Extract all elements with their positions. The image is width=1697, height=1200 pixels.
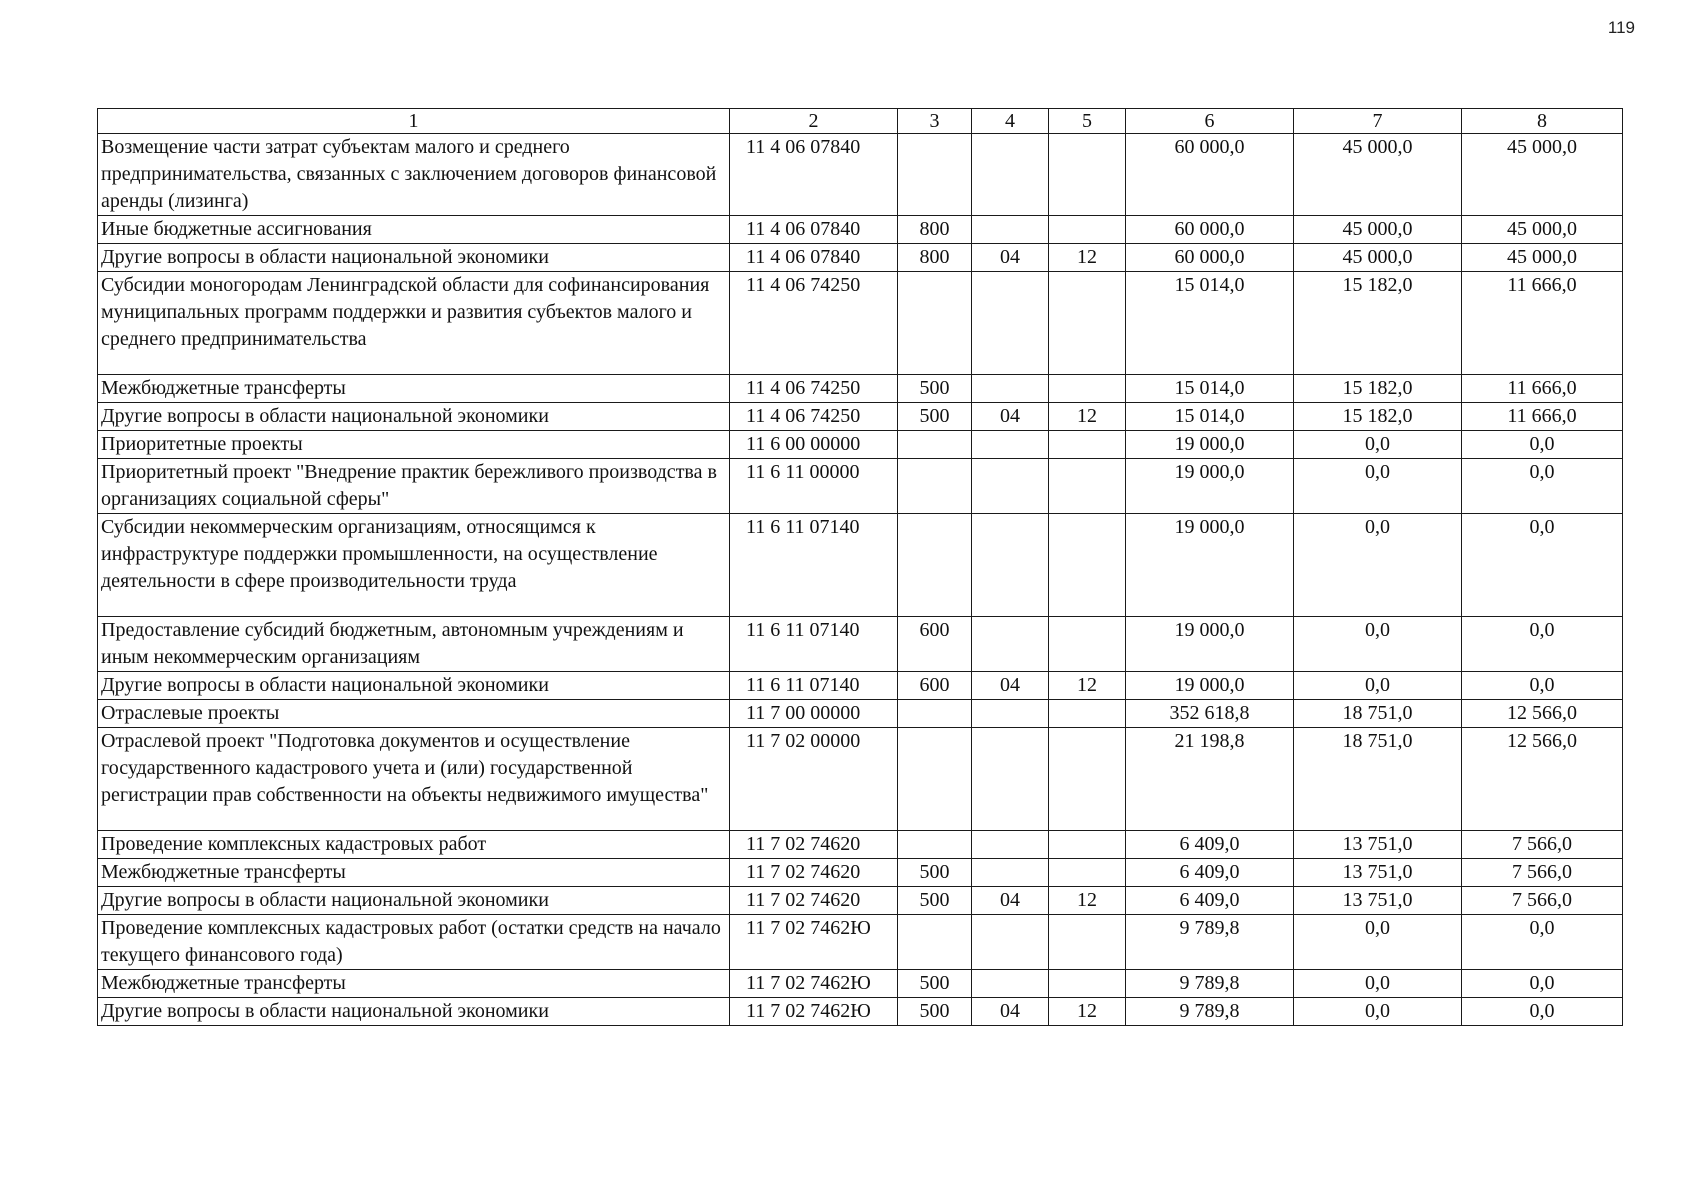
table-header-row [98,109,1623,134]
row-rz-cell [972,915,1049,970]
row-name-cell: Другие вопросы в области национальной экономики [98,998,730,1026]
row-pr-cell [1049,216,1126,244]
row-amount-1-cell: 9 789,8 [1126,970,1294,998]
table-row [98,700,1623,728]
row-name-cell: Другие вопросы в области национальной экономики [98,244,730,272]
row-vr-cell: 500 [898,998,972,1026]
row-name-cell: Субсидии некоммерческим организациям, относящимся к инфраструктуре поддержки промышленности, на осуществление деятельности в сфере производительности труда [98,514,730,617]
table-row [98,617,1623,672]
row-name-cell: Межбюджетные трансферты [98,859,730,887]
row-pr-cell: 12 [1049,887,1126,915]
row-code-cell: 11 4 06 74250 [730,403,898,431]
row-amount-3-cell: 0,0 [1462,970,1623,998]
row-amount-1-cell: 9 789,8 [1126,998,1294,1026]
row-vr-cell [898,915,972,970]
row-rz-cell [972,617,1049,672]
row-amount-3-cell: 12 566,0 [1462,700,1623,728]
table-row [98,887,1623,915]
table-row [98,403,1623,431]
table-row [98,728,1623,831]
row-rz-cell [972,375,1049,403]
row-pr-cell [1049,915,1126,970]
row-vr-cell [898,459,972,514]
row-vr-cell: 500 [898,403,972,431]
row-rz-cell: 04 [972,998,1049,1026]
header-cell: 3 [898,109,972,134]
row-pr-cell [1049,459,1126,514]
row-pr-cell [1049,617,1126,672]
row-pr-cell: 12 [1049,998,1126,1026]
row-name-cell: Отраслевой проект "Подготовка документов и осуществление государственного кадастрового учета и (или) государственной регистрации прав собственности на объекты недвижимого имущества" [98,728,730,831]
row-amount-1-cell: 60 000,0 [1126,216,1294,244]
row-amount-1-cell: 15 014,0 [1126,403,1294,431]
row-pr-cell [1049,831,1126,859]
header-cell: 2 [730,109,898,134]
row-amount-1-cell: 19 000,0 [1126,459,1294,514]
row-rz-cell [972,700,1049,728]
row-amount-3-cell: 0,0 [1462,431,1623,459]
table-row [98,431,1623,459]
row-rz-cell [972,431,1049,459]
row-amount-2-cell: 45 000,0 [1294,216,1462,244]
row-vr-cell [898,272,972,375]
row-amount-2-cell: 45 000,0 [1294,244,1462,272]
table-row [98,216,1623,244]
row-amount-2-cell: 0,0 [1294,970,1462,998]
row-amount-1-cell: 6 409,0 [1126,831,1294,859]
row-name-cell: Проведение комплексных кадастровых работ (остатки средств на начало текущего финансового года) [98,915,730,970]
row-code-cell: 11 6 11 00000 [730,459,898,514]
table-row [98,859,1623,887]
row-amount-3-cell: 11 666,0 [1462,272,1623,375]
row-rz-cell [972,216,1049,244]
row-amount-1-cell: 21 198,8 [1126,728,1294,831]
row-code-cell: 11 6 00 00000 [730,431,898,459]
row-rz-cell [972,134,1049,216]
row-amount-1-cell: 6 409,0 [1126,859,1294,887]
row-name-cell: Предоставление субсидий бюджетным, автономным учреждениям и иным некоммерческим организациям [98,617,730,672]
row-amount-1-cell: 60 000,0 [1126,134,1294,216]
row-amount-1-cell: 19 000,0 [1126,617,1294,672]
row-amount-3-cell: 7 566,0 [1462,831,1623,859]
row-pr-cell: 12 [1049,244,1126,272]
row-amount-2-cell: 0,0 [1294,617,1462,672]
row-amount-2-cell: 18 751,0 [1294,728,1462,831]
row-amount-2-cell: 0,0 [1294,915,1462,970]
row-code-cell: 11 4 06 07840 [730,134,898,216]
row-amount-3-cell: 0,0 [1462,514,1623,617]
table-row [98,998,1623,1026]
row-vr-cell: 500 [898,970,972,998]
row-vr-cell [898,700,972,728]
row-code-cell: 11 6 11 07140 [730,514,898,617]
row-vr-cell [898,134,972,216]
row-rz-cell [972,272,1049,375]
header-cell: 5 [1049,109,1126,134]
row-name-cell: Проведение комплексных кадастровых работ [98,831,730,859]
row-amount-3-cell: 45 000,0 [1462,244,1623,272]
row-rz-cell: 04 [972,244,1049,272]
row-amount-2-cell: 0,0 [1294,998,1462,1026]
row-rz-cell [972,831,1049,859]
row-amount-2-cell: 15 182,0 [1294,403,1462,431]
header-cell: 7 [1294,109,1462,134]
row-rz-cell [972,970,1049,998]
row-pr-cell [1049,272,1126,375]
row-code-cell: 11 7 02 00000 [730,728,898,831]
row-amount-1-cell: 19 000,0 [1126,431,1294,459]
row-name-cell: Отраслевые проекты [98,700,730,728]
row-amount-2-cell: 15 182,0 [1294,375,1462,403]
header-cell: 4 [972,109,1049,134]
row-name-cell: Другие вопросы в области национальной экономики [98,672,730,700]
row-vr-cell: 500 [898,859,972,887]
row-vr-cell [898,514,972,617]
row-vr-cell [898,431,972,459]
row-amount-3-cell: 45 000,0 [1462,134,1623,216]
row-pr-cell [1049,514,1126,617]
row-amount-1-cell: 352 618,8 [1126,700,1294,728]
row-amount-3-cell: 45 000,0 [1462,216,1623,244]
row-amount-2-cell: 13 751,0 [1294,859,1462,887]
row-code-cell: 11 6 11 07140 [730,617,898,672]
table-row [98,831,1623,859]
row-pr-cell [1049,859,1126,887]
row-code-cell: 11 7 02 7462Ю [730,915,898,970]
row-pr-cell: 12 [1049,672,1126,700]
row-amount-2-cell: 45 000,0 [1294,134,1462,216]
page-number: 119 [1607,18,1635,37]
row-vr-cell: 500 [898,887,972,915]
table-row [98,134,1623,216]
row-amount-3-cell: 0,0 [1462,915,1623,970]
row-code-cell: 11 4 06 07840 [730,216,898,244]
row-code-cell: 11 7 02 74620 [730,831,898,859]
budget-table [97,108,1623,1026]
row-amount-3-cell: 0,0 [1462,617,1623,672]
row-vr-cell: 600 [898,672,972,700]
row-amount-2-cell: 0,0 [1294,459,1462,514]
row-amount-2-cell: 13 751,0 [1294,887,1462,915]
row-pr-cell [1049,728,1126,831]
row-name-cell: Приоритетные проекты [98,431,730,459]
table-row [98,915,1623,970]
row-vr-cell: 800 [898,244,972,272]
row-name-cell: Субсидии моногородам Ленинградской области для софинансирования муниципальных программ поддержки и развития субъектов малого и среднего предпринимательства [98,272,730,375]
row-amount-1-cell: 15 014,0 [1126,272,1294,375]
table-row [98,375,1623,403]
row-amount-3-cell: 0,0 [1462,998,1623,1026]
table-row [98,672,1623,700]
row-amount-3-cell: 0,0 [1462,459,1623,514]
row-rz-cell: 04 [972,672,1049,700]
row-code-cell: 11 7 02 7462Ю [730,998,898,1026]
row-code-cell: 11 6 11 07140 [730,672,898,700]
row-amount-3-cell: 12 566,0 [1462,728,1623,831]
row-name-cell: Возмещение части затрат субъектам малого и среднего предпринимательства, связанных с заключением договоров финансовой аренды (лизинга) [98,134,730,216]
row-amount-3-cell: 11 666,0 [1462,403,1623,431]
row-amount-2-cell: 0,0 [1294,431,1462,459]
table-row [98,244,1623,272]
row-amount-1-cell: 6 409,0 [1126,887,1294,915]
row-rz-cell [972,859,1049,887]
row-rz-cell [972,728,1049,831]
row-code-cell: 11 4 06 07840 [730,244,898,272]
row-amount-2-cell: 13 751,0 [1294,831,1462,859]
row-name-cell: Межбюджетные трансферты [98,375,730,403]
row-code-cell: 11 7 00 00000 [730,700,898,728]
row-amount-2-cell: 18 751,0 [1294,700,1462,728]
row-name-cell: Другие вопросы в области национальной экономики [98,403,730,431]
row-vr-cell [898,831,972,859]
row-name-cell: Другие вопросы в области национальной экономики [98,887,730,915]
row-rz-cell [972,459,1049,514]
table-row [98,514,1623,617]
row-code-cell: 11 7 02 74620 [730,887,898,915]
row-pr-cell: 12 [1049,403,1126,431]
row-pr-cell [1049,375,1126,403]
row-pr-cell [1049,431,1126,459]
row-amount-1-cell: 60 000,0 [1126,244,1294,272]
table-row [98,970,1623,998]
row-amount-1-cell: 19 000,0 [1126,514,1294,617]
row-code-cell: 11 7 02 74620 [730,859,898,887]
row-code-cell: 11 7 02 7462Ю [730,970,898,998]
row-amount-3-cell: 7 566,0 [1462,887,1623,915]
row-rz-cell: 04 [972,887,1049,915]
row-amount-2-cell: 15 182,0 [1294,272,1462,375]
row-amount-1-cell: 9 789,8 [1126,915,1294,970]
row-vr-cell [898,728,972,831]
header-cell: 8 [1462,109,1623,134]
row-amount-2-cell: 0,0 [1294,514,1462,617]
row-amount-3-cell: 0,0 [1462,672,1623,700]
row-vr-cell: 600 [898,617,972,672]
row-name-cell: Иные бюджетные ассигнования [98,216,730,244]
table-row [98,272,1623,375]
row-name-cell: Приоритетный проект "Внедрение практик бережливого производства в организациях социальной сферы" [98,459,730,514]
row-amount-3-cell: 11 666,0 [1462,375,1623,403]
header-cell: 1 [98,109,730,134]
table-row [98,459,1623,514]
row-amount-3-cell: 7 566,0 [1462,859,1623,887]
row-amount-2-cell: 0,0 [1294,672,1462,700]
row-pr-cell [1049,134,1126,216]
row-pr-cell [1049,970,1126,998]
row-code-cell: 11 4 06 74250 [730,272,898,375]
row-vr-cell: 500 [898,375,972,403]
row-rz-cell [972,514,1049,617]
row-amount-1-cell: 15 014,0 [1126,375,1294,403]
row-code-cell: 11 4 06 74250 [730,375,898,403]
header-cell: 6 [1126,109,1294,134]
row-name-cell: Межбюджетные трансферты [98,970,730,998]
row-rz-cell: 04 [972,403,1049,431]
row-vr-cell: 800 [898,216,972,244]
row-pr-cell [1049,700,1126,728]
row-amount-1-cell: 19 000,0 [1126,672,1294,700]
